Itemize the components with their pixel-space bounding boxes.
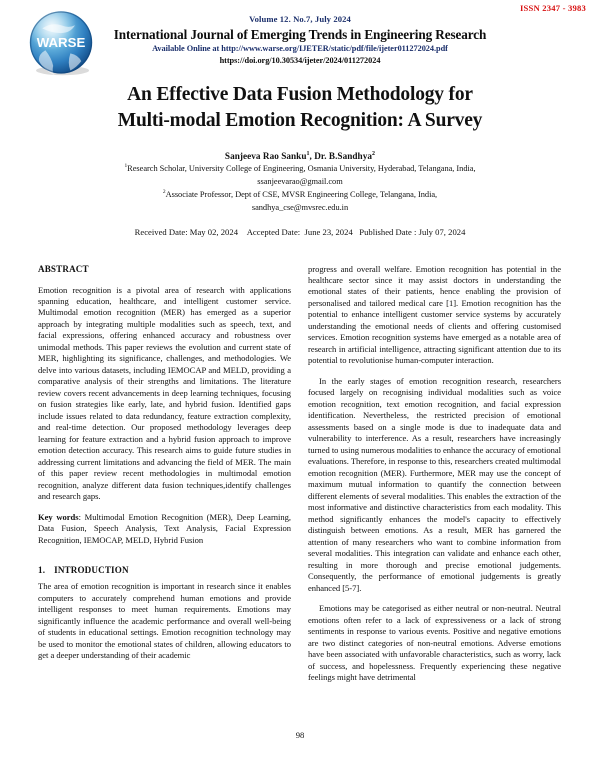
author-1-affiliation-marker: 1 <box>306 151 310 158</box>
introduction-heading-text: INTRODUCTION <box>54 565 129 576</box>
affiliation-2-text: Associate Professor, Dept of CSE, MVSR Engineering College, Telangana, India, <box>165 190 438 200</box>
introduction-number: 1. <box>38 565 46 576</box>
right-paragraph-2: In the early stages of emotion recognition research, researchers focused largely on recognising individual modalities such as voice emotion recognition, text emotion recognition, and facial expression identification. Nevertheless, the restricted precision of emotional assessments based on a single mode is due to inadequate data and vulnerability to interference. As a result, researchers have increasingly turned to using numerous modalities to enhance the accuracy of emotional evaluations. Therefore, in response to this, researchers created multimodal emotion recognition (MER). Furthermore, MER may use the concept of maximum mutual information to quantify the connection between different elements of several modalities. This enables the extraction of the most informative and distinctive characteristics from each modality. This method significantly enhances the model's capacity to effectively distinguish between emotions. As a result, MER has garnered the attention of many researchers who want to combine information from several modalities. This integration can validate and enhance each other, resulting in more thorough and precise emotional judgements. Consequently, the performance of emotional judgements is greatly enhanced [5-7]. <box>308 375 561 593</box>
abstract-heading: ABSTRACT <box>38 263 89 274</box>
author-2-affiliation-marker: 2 <box>372 151 376 158</box>
doi-line[interactable]: https://doi.org/10.30534/ijeter/2024/011272024 <box>219 55 381 65</box>
accepted-date: Accepted Date: June 23, 2024 <box>246 226 353 237</box>
author-name-1: Sanjeeva Rao Sanku <box>224 151 307 162</box>
introduction-heading <box>38 565 291 575</box>
introduction-paragraph-1: The area of emotion recognition is important in research since it enables computers to accurately comprehend human emotions and provide intelligent responses to meet human requirements. Emotions may significantly influence the academic performance and overall well-being of students in educational settings. Emotion recognition technology may be used to monitor the emotional states of children, allowing educators to get a deeper understanding of their academic <box>38 581 291 661</box>
keywords-text: Multimodal Emotion Recognition (MER), Deep Learning, Data Fusion, Speech Analysis, Text Analysis, Facial Expression Recognition, IEMOCAP, MELD, Hybrid Fusion <box>38 511 292 545</box>
right-paragraph-3: Emotions may be categorised as either neutral or non-neutral. Neutral emotions often refer to a lack of expressiveness or a lack of strong sentiments in response to various events. Positive and negative emotions are two distinct categories of non-neutral emotions. Adverse emotions have been associated with unfavorable characteristics, such as worry, lack of success, and hopelessness. Frequently experiencing these negative feelings might have detrimental <box>308 603 561 682</box>
left-column <box>38 264 291 684</box>
page-number: 98 <box>295 730 305 740</box>
published-date: Published Date : July 07, 2024 <box>359 226 466 237</box>
keywords-label: Key words <box>38 511 79 522</box>
page-title <box>38 82 562 133</box>
affiliation-2 <box>38 189 562 200</box>
author-1-email[interactable]: ssanjeevarao@gmail.com <box>257 177 343 187</box>
warse-globe-logo-icon <box>22 5 100 83</box>
paper-title-line-2: Multi-modal Emotion Recognition: A Survey <box>117 109 483 131</box>
affiliation-1-marker: 1 <box>124 163 128 170</box>
affiliation-1-text: Research Scholar, University College of Engineering, Osmania University, Hyderabad, Telangana, India, <box>127 164 476 174</box>
journal-title: International Journal of Emerging Trends in Engineering Research <box>113 26 487 42</box>
right-paragraph-1: progress and overall welfare. Emotion recognition has potential in the healthcare sector since it may assist doctors in understanding the emotional states of their patients, hence enabling the provision of personalised and tailored medical care [1]. Emotion recognition has the potential to enhance intelligent customer service systems by accurately understanding the emotional needs of clients and offering customised services. Emotion recognition systems have emerged as a notable area of research in artificial intelligence, attracting significant attention due to its potential to revolutionise human-computer interaction. <box>308 263 561 366</box>
warse-logo-text: WARSE <box>36 35 86 51</box>
keywords-separator: : <box>78 511 85 522</box>
journal-masthead <box>38 0 562 66</box>
paper-title-line-1: An Effective Data Fusion Methodology for <box>127 84 473 106</box>
issn-text: ISSN 2347 - 3983 <box>520 3 586 13</box>
keywords-paragraph <box>38 512 291 546</box>
author-name-2: Dr. B.Sandhya <box>314 151 373 162</box>
available-online-line[interactable]: Available Online at http://www.warse.org/IJETER/static/pdf/file/ijeter011272024.pdf <box>152 43 448 53</box>
right-column <box>308 264 561 684</box>
affiliation-2-marker: 2 <box>162 189 166 196</box>
author-line <box>38 151 562 161</box>
publication-dates <box>38 227 562 237</box>
author-2-email[interactable]: sandhya_cse@mvsrec.edu.in <box>251 203 349 213</box>
volume-line: Volume 12. No.7, July 2024 <box>249 14 351 24</box>
author-separator: , <box>309 151 315 162</box>
abstract-paragraph: Emotion recognition is a pivotal area of research with applications spanning education, healthcare, and intelligent customer service. Multimodal emotion recognition (MER) has emerged as a superior approach by integrating multiple modalities such as speech, text, and facial expressions, offering enhanced accuracy and robustness over unimodal methods. This paper reviews the evolution and current state of MER, highlighting its significance, challenges, and methodologies. We delve into various datasets, including IEMOCAP and MELD, providing a comparative analysis of their strengths and limitations. The literature review covers recent advancements in deep learning techniques, focusing on fusion strategies like early, late, and hybrid fusion. Identified gaps include issues related to data redundancy, feature extraction complexity, and real-time detection. Our proposed methodology leverages deep learning for feature extraction and a hybrid fusion approach to improve emotion detection accuracy. This research aims to guide future studies in addressing current limitations and advancing the field of MER. The main of this paper review recent methodologies in multimodal emotion recognition, analyze different data fusion techniques,identify challenges and research gaps. <box>38 284 291 502</box>
two-column-body <box>38 264 562 684</box>
affiliation-1 <box>38 163 562 174</box>
received-date: Received Date: May 02, 2024 <box>134 226 239 237</box>
